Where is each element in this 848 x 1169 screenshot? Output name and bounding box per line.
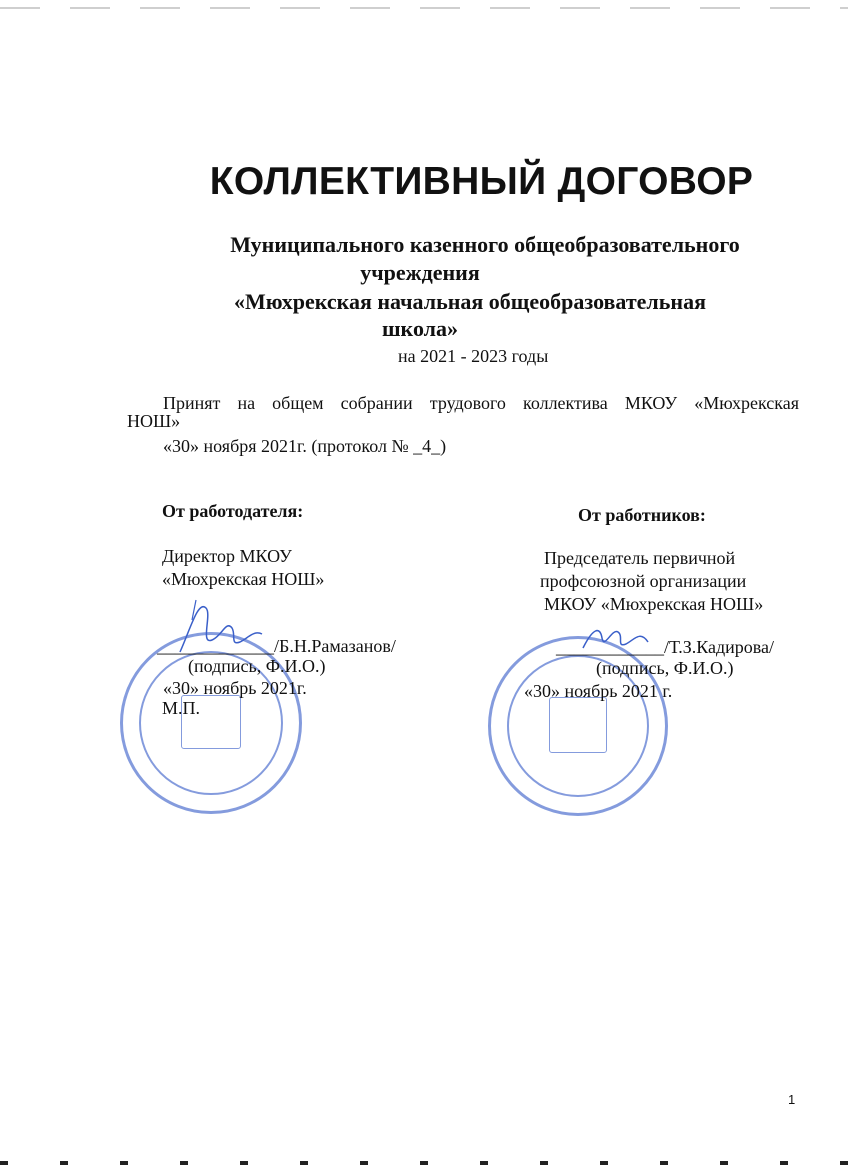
org-name-line-1: Муниципального казенного общеобразовательного bbox=[230, 232, 740, 257]
adopted-line-3: «30» ноября 2021г. (протокол № _4_) bbox=[163, 436, 447, 456]
employer-date: «30» ноябрь 2021г. bbox=[163, 678, 307, 698]
employees-name-line: ____________/Т.З.Кадирова/ bbox=[556, 637, 775, 657]
employees-heading: От работников: bbox=[578, 505, 706, 525]
employees-signature-caption: (подпись, Ф.И.О.) bbox=[596, 658, 734, 678]
employees-position-line-2: профсоюзной организации bbox=[540, 571, 747, 591]
employer-signature-caption: (подпись, Ф.И.О.) bbox=[188, 656, 326, 676]
contract-years: на 2021 - 2023 годы bbox=[398, 346, 549, 366]
adopted-line-1: Принят на общем собрании трудового коллектива МКОУ «Мюхрекская bbox=[163, 393, 799, 413]
org-name-line-3: «Мюхрекская начальная общеобразовательная bbox=[234, 289, 706, 314]
seal-place-mark: М.П. bbox=[162, 698, 201, 718]
org-name-line-4: школа» bbox=[381, 316, 458, 341]
scan-top-edge bbox=[0, 7, 848, 9]
org-name-line-2: учреждения bbox=[360, 260, 480, 285]
employees-date: «30» ноябрь 2021 г. bbox=[524, 681, 673, 701]
employer-position-line-2: «Мюхрекская НОШ» bbox=[162, 569, 325, 589]
employees-position-line-1: Председатель первичной bbox=[544, 548, 736, 568]
document-title: КОЛЛЕКТИВНЫЙ ДОГОВОР bbox=[209, 160, 754, 203]
employees-position-line-3: МКОУ «Мюхрекская НОШ» bbox=[544, 594, 764, 614]
employer-name-line: _____________/Б.Н.Рамазанов/ bbox=[157, 636, 396, 656]
adopted-line-2: НОШ» bbox=[127, 411, 181, 431]
employer-heading: От работодателя: bbox=[162, 501, 304, 521]
employer-position-line-1: Директор МКОУ bbox=[162, 546, 292, 566]
page-number: 1 bbox=[788, 1092, 796, 1107]
scan-bottom-edge bbox=[0, 1161, 848, 1165]
